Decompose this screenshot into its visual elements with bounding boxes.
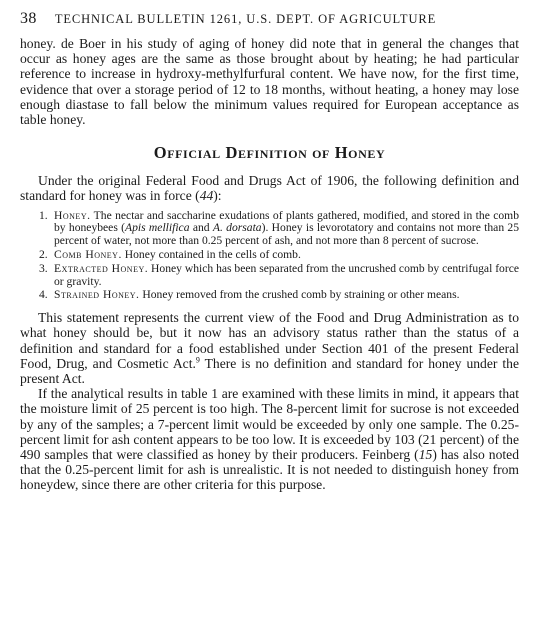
item-number: 2. bbox=[39, 248, 48, 262]
definition-text: ). Honey is levorotatory and contains not more than 25 percent of water, not more than 0.25 percent of ash, and not more than 8 percent of sucrose. bbox=[54, 221, 520, 248]
definition-term: Extracted Honey. bbox=[54, 261, 149, 275]
species-name: A. dorsata bbox=[212, 221, 262, 235]
paragraph-text: There is no definition and standard for honey under the present Act. bbox=[20, 355, 519, 387]
body-paragraph bbox=[20, 310, 519, 386]
reference-citation: 44 bbox=[199, 188, 214, 204]
definition-text: Honey contained in the cells of comb. bbox=[121, 248, 301, 262]
continued-paragraph: honey. de Boer in his study of aging of honey did note that in general the changes that occur as honey ages are the same as those brought about by heating; he had particular reference to increase in hydroxy-methylfurfural content. We have now, for the first time, evidence that over a storage period of 12 to 18 months, without heating, a honey may lose enough diastase to fall below the minimum values required for European acceptance as table honey. bbox=[20, 36, 519, 128]
definition-text: The nectar and saccharine exudations of plants gathered, modified, and stored in the comb by honeybees ( bbox=[54, 208, 519, 235]
item-number: 3. bbox=[39, 261, 48, 275]
page-number: 38 bbox=[20, 10, 37, 27]
item-number: 4. bbox=[39, 288, 48, 302]
definition-term: Comb Honey. bbox=[54, 248, 122, 262]
definition-term: Honey. bbox=[54, 208, 91, 222]
definition-text: Honey which has been separated from the uncrushed comb by centrifugal force or gravity. bbox=[54, 261, 519, 288]
definition-item bbox=[39, 288, 519, 302]
definition-text: Honey removed from the crushed comb by straining or other means. bbox=[139, 288, 460, 302]
intro-paragraph bbox=[20, 173, 519, 203]
definition-text: and bbox=[189, 221, 213, 235]
running-header bbox=[20, 10, 519, 28]
body-paragraph bbox=[20, 386, 519, 492]
definition-list bbox=[20, 210, 519, 303]
paragraph-text: ) has also noted that the 0.25-percent limit for ash is unrealistic. It is not needed to distinguish honey from honeydew, since there are other criteria for this purpose. bbox=[20, 447, 519, 493]
definition-item bbox=[39, 208, 520, 248]
paragraph-text: If the analytical results in table 1 are examined with these limits in mind, it appears that the moisture limit of 25 percent is too high. The 8-percent limit for sucrose is not exceeded by any of the samples; a 7-percent limit would be exceeded by only one sample. The 0.25-percent limit for ash content appears to be too low. It is exceeded by 103 (21 percent) of the 490 samples that were classified as honey by their producers. Feinberg ( bbox=[20, 386, 519, 463]
definition-item bbox=[39, 248, 519, 262]
intro-text: Under the original Federal Food and Drugs Act of 1906, the following definition and standard for honey was in force ( bbox=[20, 173, 519, 204]
paragraph-text: This statement represents the current view of the Food and Drug Administration as to what honey should be, but it now has an advisory status rather than the status of a definition and standard for a food established under Section 401 of the present Federal Food, Drug, and Cosmetic Act. bbox=[20, 310, 519, 371]
definition-term: Strained Honey. bbox=[54, 288, 140, 302]
footnote-marker: 9 bbox=[195, 355, 200, 365]
running-title: TECHNICAL BULLETIN 1261, U.S. DEPT. OF AGRICULTURE bbox=[54, 12, 437, 26]
intro-text-end: ): bbox=[213, 188, 222, 204]
definition-item bbox=[39, 261, 519, 289]
item-number: 1. bbox=[39, 208, 48, 222]
species-name: Apis mellifica bbox=[125, 221, 190, 235]
section-heading: Official Definition of Honey bbox=[153, 143, 386, 163]
reference-citation: 15 bbox=[418, 447, 433, 463]
